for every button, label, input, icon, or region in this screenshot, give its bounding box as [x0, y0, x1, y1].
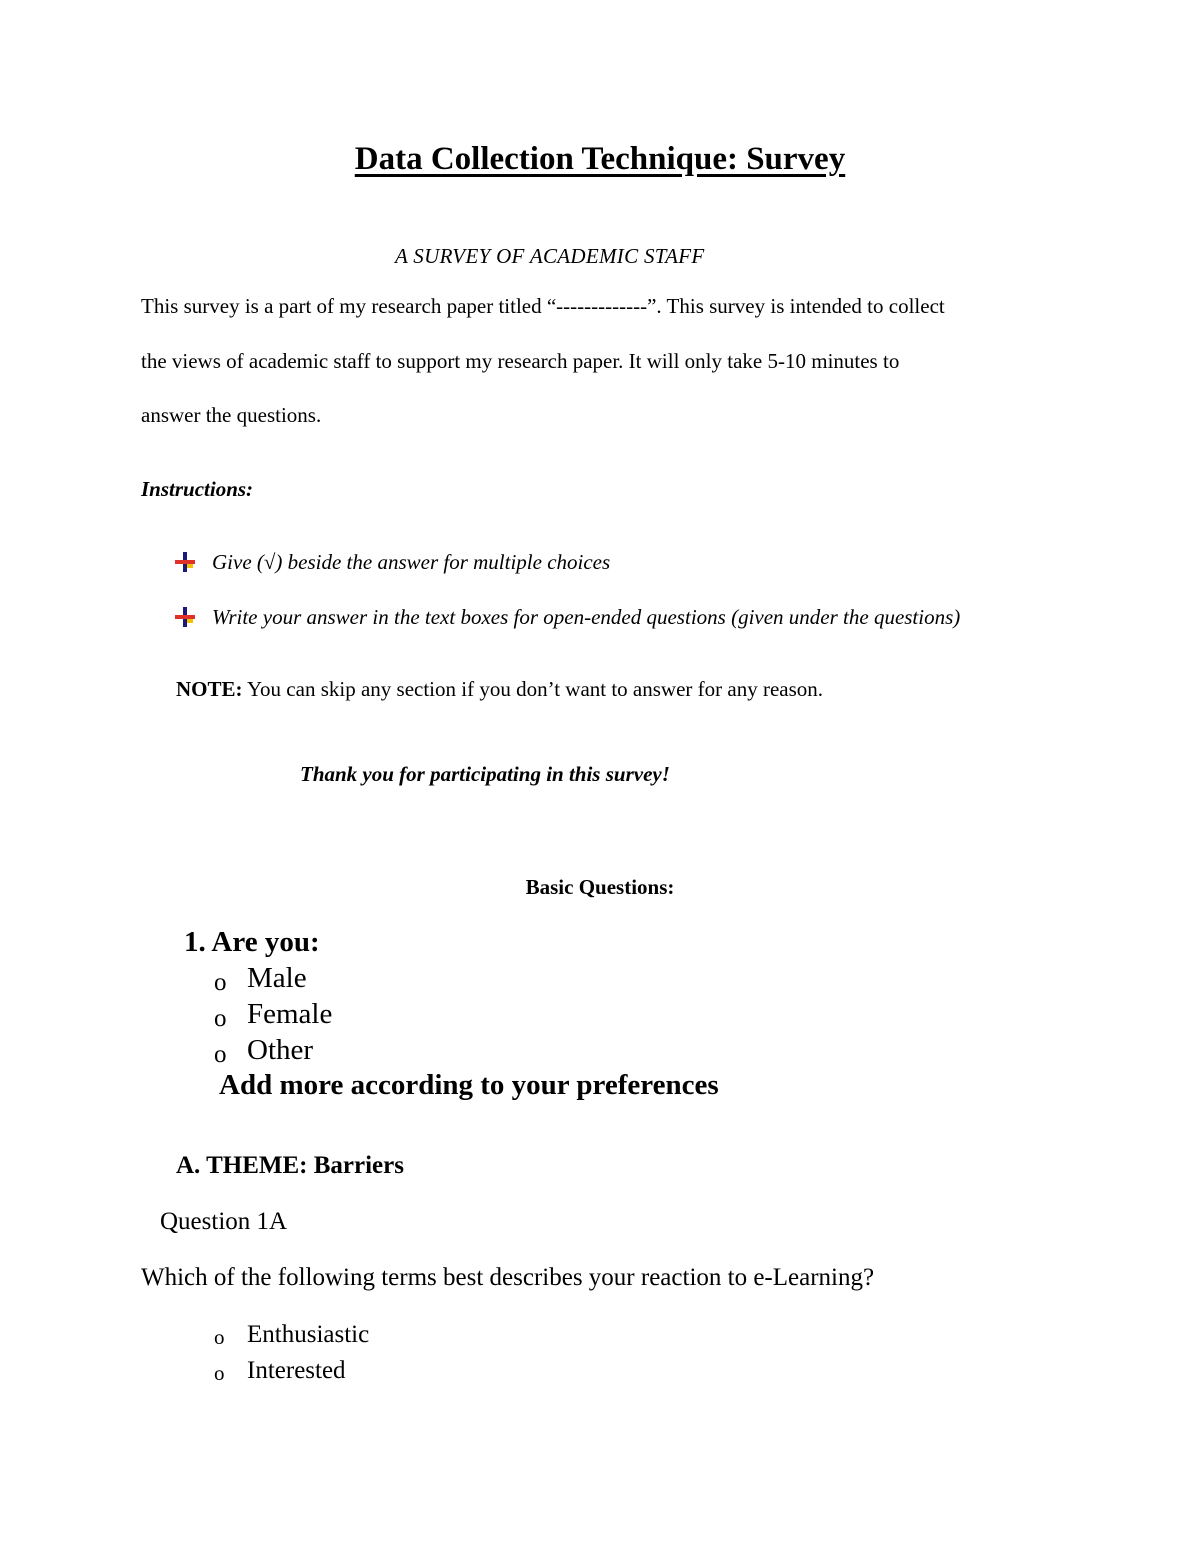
theme-a-heading: A. THEME: Barriers — [176, 1152, 404, 1179]
intro-line-2: the views of academic staff to support my research paper. It will only take 5-10 minutes to — [141, 349, 900, 373]
question-1-number: 1. — [184, 926, 206, 958]
intro-line-3: answer the questions. — [141, 403, 322, 427]
option-enthusiastic: Enthusiastic — [247, 1321, 370, 1348]
plus-arrow-icon — [174, 551, 196, 573]
page-title: Data Collection Technique: Survey — [354, 141, 846, 177]
note-label: NOTE: — [176, 677, 243, 701]
basic-questions-heading: Basic Questions: — [525, 875, 675, 899]
note-text: You can skip any section if you don’t want to answer for any reason. — [242, 677, 824, 701]
option-marker[interactable]: o — [214, 1361, 225, 1385]
intro-line-1: This survey is a part of my research paper titled “-------------”. This survey is intended to collect — [141, 294, 945, 318]
option-marker[interactable]: o — [214, 1325, 225, 1349]
option-marker[interactable]: o — [214, 1005, 227, 1032]
plus-arrow-icon — [174, 606, 196, 628]
survey-subtitle: A SURVEY OF ACADEMIC STAFF — [395, 244, 705, 268]
option-marker[interactable]: o — [214, 969, 227, 996]
instructions-heading: Instructions: — [141, 477, 254, 501]
instruction-bullet-2: Write your answer in the text boxes for open-ended questions (given under the questions) — [212, 605, 961, 629]
question-1a-label: Question 1A — [160, 1208, 288, 1235]
question-1 — [184, 928, 320, 957]
option-marker[interactable]: o — [214, 1041, 227, 1068]
note-paragraph — [176, 679, 823, 700]
add-more-note: Add more according to your preferences — [219, 1069, 719, 1101]
option-male: Male — [247, 962, 307, 994]
question-1a-text: Which of the following terms best describes your reaction to e-Learning? — [141, 1264, 875, 1291]
question-1-text: Are you: — [211, 926, 320, 958]
option-interested: Interested — [247, 1357, 346, 1384]
instruction-bullet-1: Give (√) beside the answer for multiple choices — [212, 550, 611, 574]
option-female: Female — [247, 998, 333, 1030]
option-other: Other — [247, 1034, 314, 1066]
thank-you-message: Thank you for participating in this survey! — [300, 762, 670, 786]
